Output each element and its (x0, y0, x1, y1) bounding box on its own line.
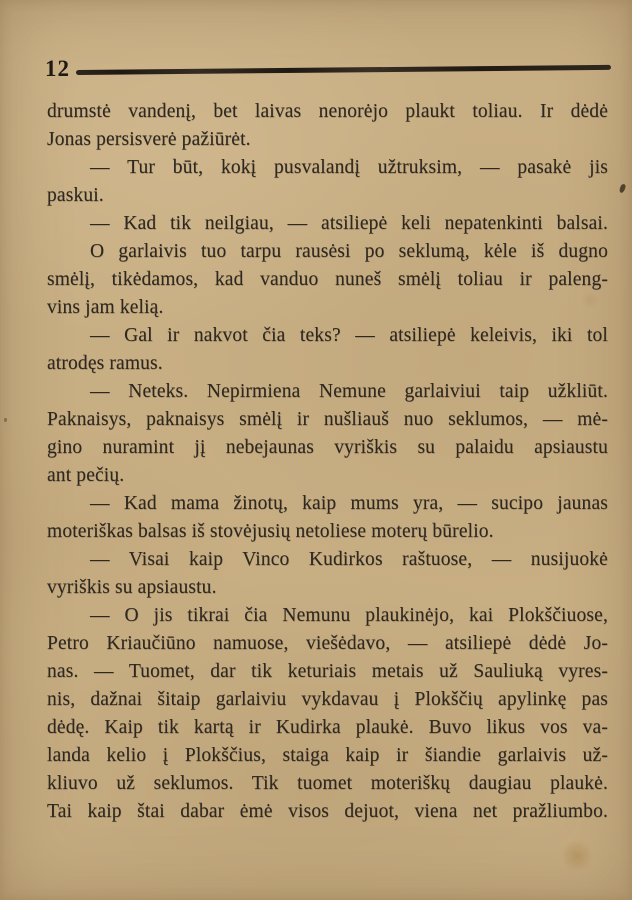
text-line: nis, dažnai šitaip garlaiviu vykdavau į Plokščių apylinkę pas (47, 689, 608, 710)
page-text (47, 98, 608, 826)
text-line: vins jam kelią. (47, 297, 164, 318)
text-line: landa kelio į Plokščius, staiga kaip ir šiandie garlaivis už- (47, 745, 608, 766)
text-line: atrodęs ramus. (47, 353, 163, 374)
text-line: nas. — Tuomet, dar tik keturiais metais už Sauliuką vyres- (47, 661, 608, 682)
text-line: — Visai kaip Vinco Kudirkos raštuose, — nusijuokė (90, 549, 608, 570)
text-line: ant pečių. (47, 465, 125, 486)
print-speck (4, 418, 7, 422)
text-line: smėlį, tikėdamos, kad vanduo nuneš smėlį toliau ir paleng- (47, 269, 608, 290)
text-line: — Kad tik neilgiau, — atsiliepė keli nepatenkinti balsai. (90, 213, 608, 234)
text-line: moteriškas balsas iš stovėjusių netoliese moterų būrelio. (47, 521, 494, 542)
text-line: paskui. (47, 185, 104, 206)
text-line: Tai kaip štai dabar ėmė visos dejuot, viena net pražliumbo. (47, 801, 608, 822)
text-line: — Kad mama žinotų, kaip mums yra, — sucipo jaunas (90, 493, 608, 514)
text-line: kliuvo už seklumos. Tik tuomet moteriškų daugiau plaukė. (47, 773, 608, 794)
text-line: drumstė vandenį, bet laivas nenorėjo plaukt toliau. Ir dėdė (47, 101, 608, 122)
text-line: gino nuramint jį nebejaunas vyriškis su palaidu apsiaustu (47, 437, 608, 458)
text-line: — Tur būt, kokį pusvalandį užtruksim, — pasakė jis (90, 157, 608, 178)
header-rule (76, 65, 611, 75)
text-line: — Neteks. Nepirmiena Nemune garlaiviui taip užkliūt. (90, 381, 608, 402)
text-line: dėdę. Kaip tik kartą ir Kudirka plaukė. Buvo likus vos va- (47, 717, 608, 738)
page-number: 12 (45, 56, 70, 81)
print-speck (619, 183, 627, 193)
text-line: — Gal ir nakvot čia teks? — atsiliepė keleivis, iki tol (90, 325, 608, 346)
text-line: vyriškis su apsiaustu. (47, 577, 217, 598)
text-line: Paknaisys, paknaisys smėlį ir nušliauš nuo seklumos, — mė- (47, 409, 608, 430)
text-line: — O jis tikrai čia Nemunu plaukinėjo, kai Plokščiuose, (90, 605, 608, 626)
text-line: O garlaivis tuo tarpu rausėsi po seklumą, kėle iš dugno (90, 241, 608, 262)
text-line: Jonas persisverė pažiūrėt. (47, 129, 251, 150)
text-line: Petro Kriaučiūno namuose, viešėdavo, — atsiliepė dėdė Jo- (47, 633, 608, 654)
